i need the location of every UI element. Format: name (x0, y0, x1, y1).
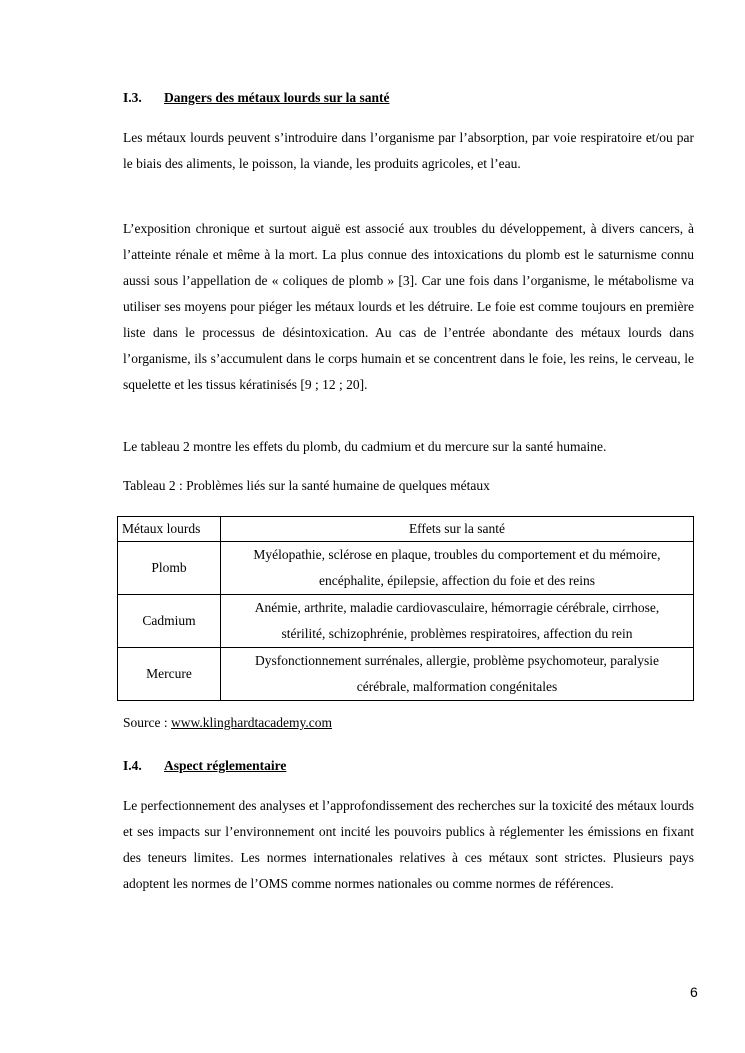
metal-cell: Plomb (118, 542, 221, 595)
effects-line: encéphalite, épilepsie, affection du foie et des reins (318, 573, 595, 588)
effects-cell (221, 542, 694, 595)
table-header-row (118, 517, 694, 542)
metal-cell: Cadmium (118, 595, 221, 648)
effects-line: Myélopathie, sclérose en plaque, troubles du comportement et du mémoire, (253, 547, 661, 562)
section-number: I.4. (123, 758, 142, 773)
effects-line: cérébrale, malformation congénitales (356, 679, 558, 694)
section-title: Aspect réglementaire (164, 758, 287, 773)
section-heading-1-3 (123, 90, 390, 106)
section-heading-1-4 (123, 758, 286, 774)
table-row (118, 648, 694, 701)
table-row (118, 542, 694, 595)
paragraph-absorption: Les métaux lourds peuvent s’introduire dans l’organisme par l’absorption, par voie respiratoire et/ou par le biais des aliments, le poisson, la viande, les produits agricoles, et l’eau. (123, 130, 694, 171)
table-source (123, 715, 332, 731)
header-effects: Effets sur la santé (221, 517, 694, 542)
table-row (118, 595, 694, 648)
effects-cell (221, 595, 694, 648)
effects-line: stérilité, schizophrénie, problèmes respiratoires, affection du rein (281, 626, 633, 641)
page-number: 6 (690, 984, 698, 1000)
paragraph-table-intro: Le tableau 2 montre les effets du plomb, du cadmium et du mercure sur la santé humaine. (123, 439, 607, 454)
section-title: Dangers des métaux lourds sur la santé (164, 90, 390, 105)
header-metal: Métaux lourds (118, 517, 221, 542)
section-number: I.3. (123, 90, 142, 105)
paragraph-exposition: L’exposition chronique et surtout aiguë est associé aux troubles du développement, à divers cancers, à l’atteinte rénale et même à la mort. La plus connue des intoxications du plomb est le saturnisme connu aussi sous l’appellation de « coliques de plomb » [3]. Car une fois dans l’organisme, le métabolisme va utiliser ses moyens pour piéger les métaux lourds et les détruire. Le foie est comme toujours en première liste dans le processus de désintoxication. Au cas de l’entrée abondante des métaux lourds dans l’organisme, ils s’accumulent dans le corps humain et se concentrent dans le foie, les reins, le cerveau, le squelette et les tissus kératinisés [9 ; 12 ; 20]. (123, 221, 694, 392)
effects-cell (221, 648, 694, 701)
table-caption: Tableau 2 : Problèmes liés sur la santé humaine de quelques métaux (123, 478, 490, 493)
effects-line: Dysfonctionnement surrénales, allergie, problème psychomoteur, paralysie (254, 653, 660, 668)
source-link[interactable]: www.klinghardtacademy.com (171, 715, 332, 730)
paragraph-regulation: Le perfectionnement des analyses et l’approfondissement des recherches sur la toxicité des métaux lourds et ses impacts sur l’environnement ont incité les pouvoirs publics à réglementer les émissions en fixant des teneurs limites. Les normes internationales relatives à ces métaux sont strictes. Plusieurs pays adoptent les normes de l’OMS comme normes nationales ou comme normes de références. (123, 798, 694, 891)
source-label: Source : (123, 715, 171, 730)
effects-line: Anémie, arthrite, maladie cardiovasculaire, hémorragie cérébrale, cirrhose, (254, 600, 660, 615)
metal-cell: Mercure (118, 648, 221, 701)
health-effects-table (117, 516, 694, 701)
